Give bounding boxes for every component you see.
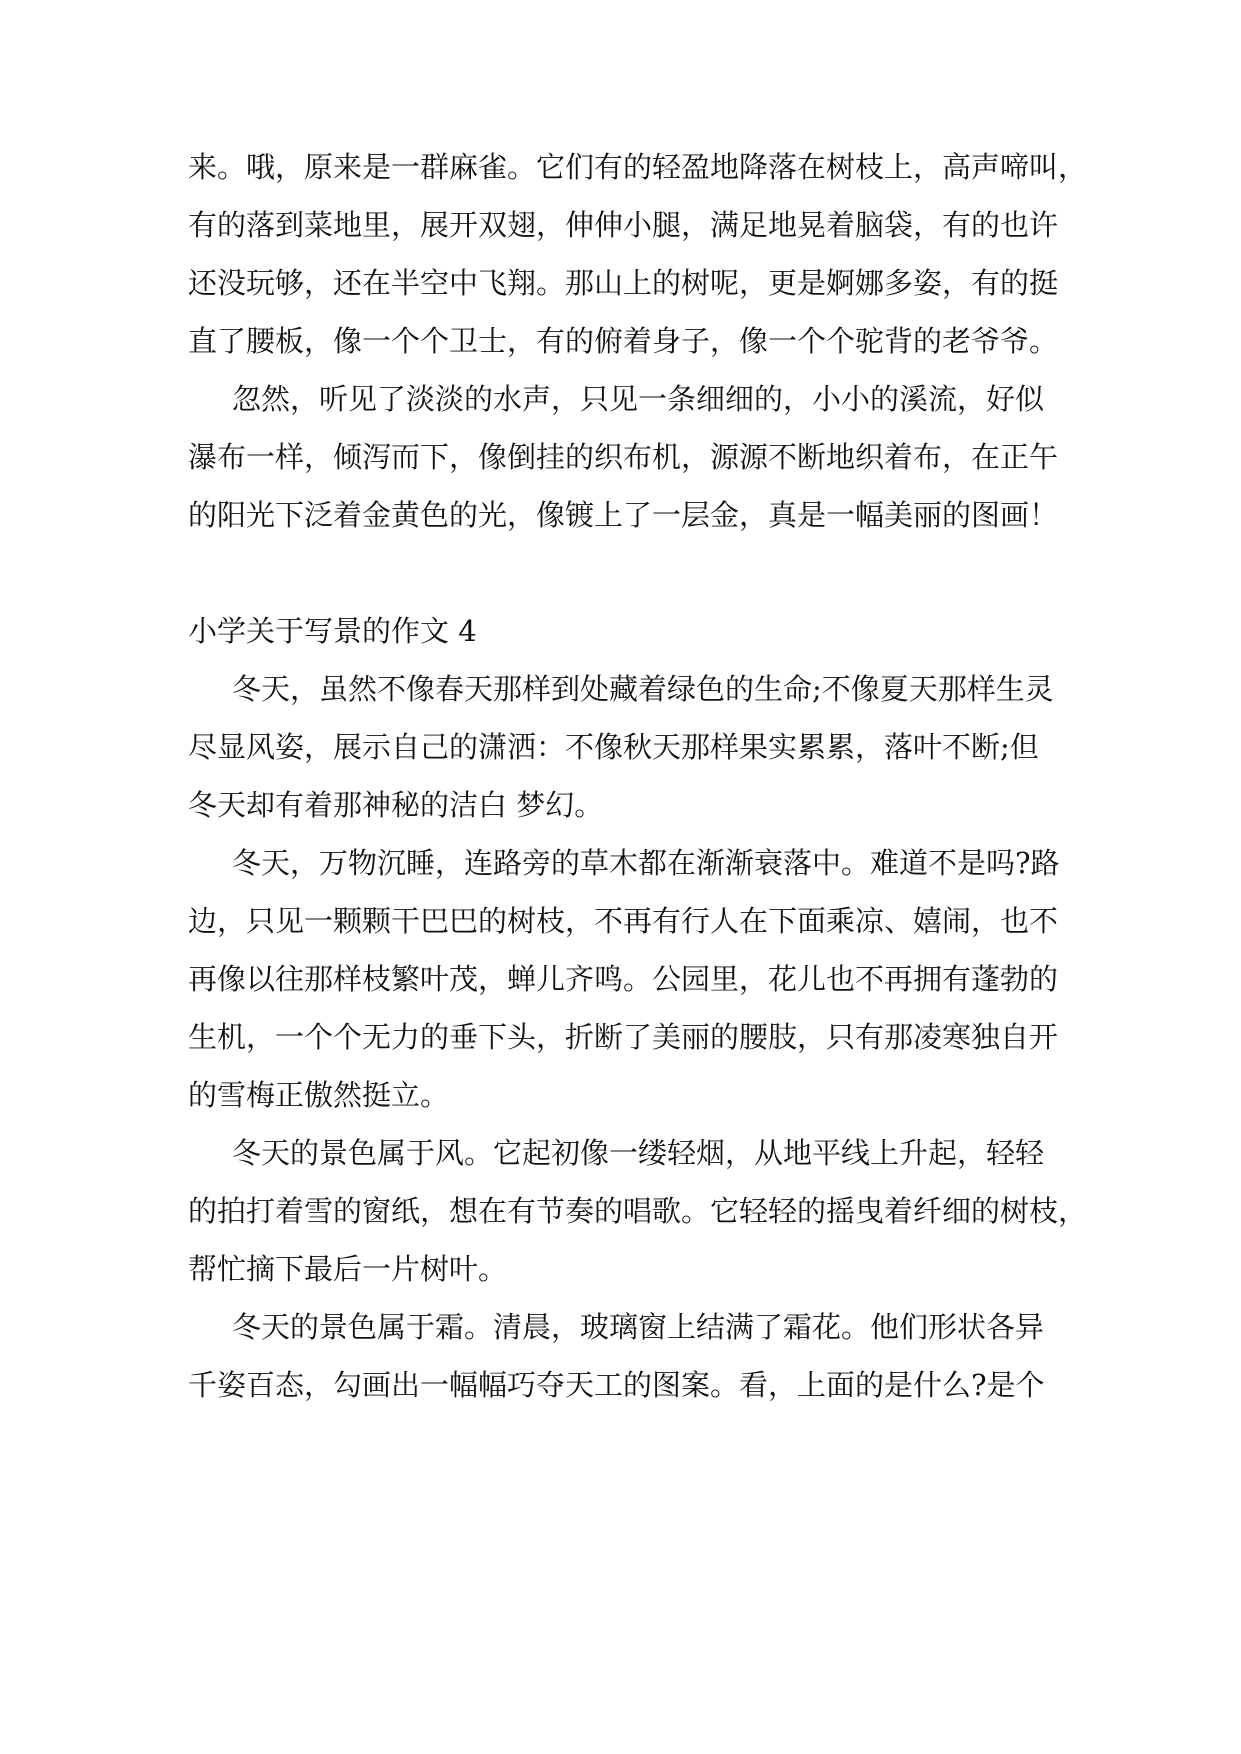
- text-line: 生机，一个个无力的垂下头，折断了美丽的腰肢，只有那凌寒独自开: [188, 1020, 1059, 1054]
- text-line: 帮忙摘下最后一片树叶。: [188, 1252, 508, 1286]
- text-line: 冬天的景色属于霜。清晨，玻璃窗上结满了霜花。他们形状各异: [232, 1310, 1045, 1344]
- text-line: 冬天，万物沉睡，连路旁的草木都在渐渐衰落中。难道不是吗?路: [232, 846, 1060, 880]
- text-line: 来。哦，原来是一群麻雀。它们有的轻盈地降落在树枝上，高声啼叫，: [188, 150, 1088, 184]
- text-line: 还没玩够，还在半空中飞翔。那山上的树呢，更是婀娜多姿，有的挺: [188, 266, 1059, 300]
- text-line: 有的落到菜地里，展开双翅，伸伸小腿，满足地晃着脑袋，有的也许: [188, 208, 1059, 242]
- text-line: 的雪梅正傲然挺立。: [188, 1078, 450, 1112]
- text-line: 冬天的景色属于风。它起初像一缕轻烟，从地平线上升起，轻轻: [232, 1136, 1045, 1170]
- text-line: 千姿百态，勾画出一幅幅巧夺天工的图案。看，上面的是什么?是个: [188, 1368, 1045, 1402]
- text-line: 瀑布一样，倾泻而下，像倒挂的织布机，源源不断地织着布，在正午: [188, 440, 1059, 474]
- text-line: 冬天，虽然不像春天那样到处藏着绿色的生命;不像夏天那样生灵: [232, 672, 1054, 706]
- section-heading: 小学关于写景的作文 4: [188, 614, 477, 648]
- text-line: 再像以往那样枝繁叶茂，蝉儿齐鸣。公园里，花儿也不再拥有蓬勃的: [188, 962, 1059, 996]
- text-line: 忽然，听见了淡淡的水声，只见一条细细的，小小的溪流，好似: [232, 382, 1045, 416]
- text-line: 的阳光下泛着金黄色的光，像镀上了一层金，真是一幅美丽的图画！: [188, 498, 1059, 532]
- text-line: 尽显风姿，展示自己的潇洒：不像秋天那样果实累累，落叶不断;但: [188, 730, 1039, 764]
- text-line: 冬天却有着那神秘的洁白 梦幻。: [188, 788, 604, 822]
- text-line: 的拍打着雪的窗纸，想在有节奏的唱歌。它轻轻的摇曳着纤细的树枝，: [188, 1194, 1088, 1228]
- text-line: 边，只见一颗颗干巴巴的树枝，不再有行人在下面乘凉、嬉闹，也不: [188, 904, 1059, 938]
- text-line: 直了腰板，像一个个卫士，有的俯着身子，像一个个驼背的老爷爷。: [188, 324, 1059, 358]
